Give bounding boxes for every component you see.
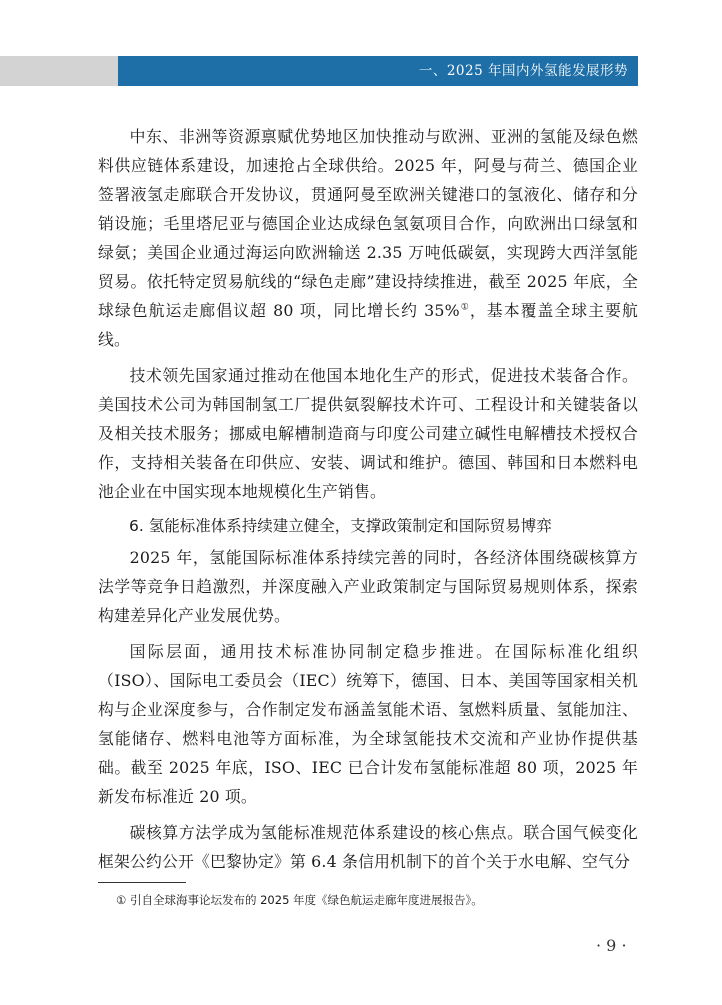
paragraph-supply-chain-tail: ，基本覆盖全球主要航线。 [98,301,638,349]
paragraph-supply-chain [98,122,638,354]
footnote-marker[interactable]: ① [459,302,470,313]
body-text [98,122,638,876]
header-band-blue [118,56,638,86]
paragraph-standards-overview: 2025 年，氢能国际标准体系持续完善的同时，各经济体围绕碳核算方法学等竞争日趋激烈，并深度融入产业政策制定与国际贸易规则体系，探索构建差异化产业发展优势。 [98,548,638,625]
paragraph-tech-cooperation: 技术领先国家通过推动在他国本地化生产的形式，促进技术装备合作。美国技术公司为韩国制氢工厂提供氨裂解技术许可、工程设计和关键装备以及相关技术服务；挪威电解槽制造商与印度公司建立碱性电解槽技术授权合作，支持相关装备在印供应、安装、调试和维护。德国、韩国和日本燃料电池企业在中国实现本地规模化生产销售。 [98,366,638,501]
page-number: · 9 · [596,936,627,955]
footnote-divider [98,882,186,883]
footnote: ① 引自全球海事论坛发布的 2025 年度《绿色航运走廊年度进展报告》。 [116,893,483,907]
paragraph-international-standards: 国际层面，通用技术标准协同制定稳步推进。在国际标准化组织（ISO）、国际电工委员会（IEC）统筹下，德国、日本、美国等国家相关机构与企业深度参与，合作制定发布涵盖氢能术语、氢燃料质量、氢能加注、氢能储存、燃料电池等方面标准，为全球氢能技术交流和产业协作提供基础。截至 2025 年底，ISO、IEC 已合计发布氢能标准超 80 项，2025 年新发布标准近 20 项。 [98,642,638,806]
header-band-gray [0,56,118,86]
paragraph-supply-chain-text: 中东、非洲等资源禀赋优势地区加快推动与欧洲、亚洲的氢能及绿色燃料供应链体系建设，加速抢占全球供给。2025 年，阿曼与荷兰、德国企业签署液氢走廊联合开发协议，贯通阿曼至欧洲关键港口的氢液化、储存和分销设施；毛里塔尼亚与德国企业达成绿色氢氨项目合作，向欧洲出口绿氢和绿氨；美国企业通过海运向欧洲输送 2.35 万吨低碳氨，实现跨大西洋氢能贸易。依托特定贸易航线的“绿色走廊”建设持续推进，截至 2025 年底，全球绿色航运走廊倡议超 80 项，同比增长约 35% [98,127,638,320]
section-heading-6: 6. 氢能标准体系持续建立健全，支撑政策制定和国际贸易博弈 [129,517,552,535]
running-header-title: 一、2025 年国内外氢能发展形势 [418,63,628,79]
paragraph-carbon-accounting: 碳核算方法学成为氢能标准规范体系建设的核心焦点。联合国气候变化框架公约公开《巴黎协定》第 6.4 条信用机制下的首个关于水电解、空气分 [98,823,638,871]
